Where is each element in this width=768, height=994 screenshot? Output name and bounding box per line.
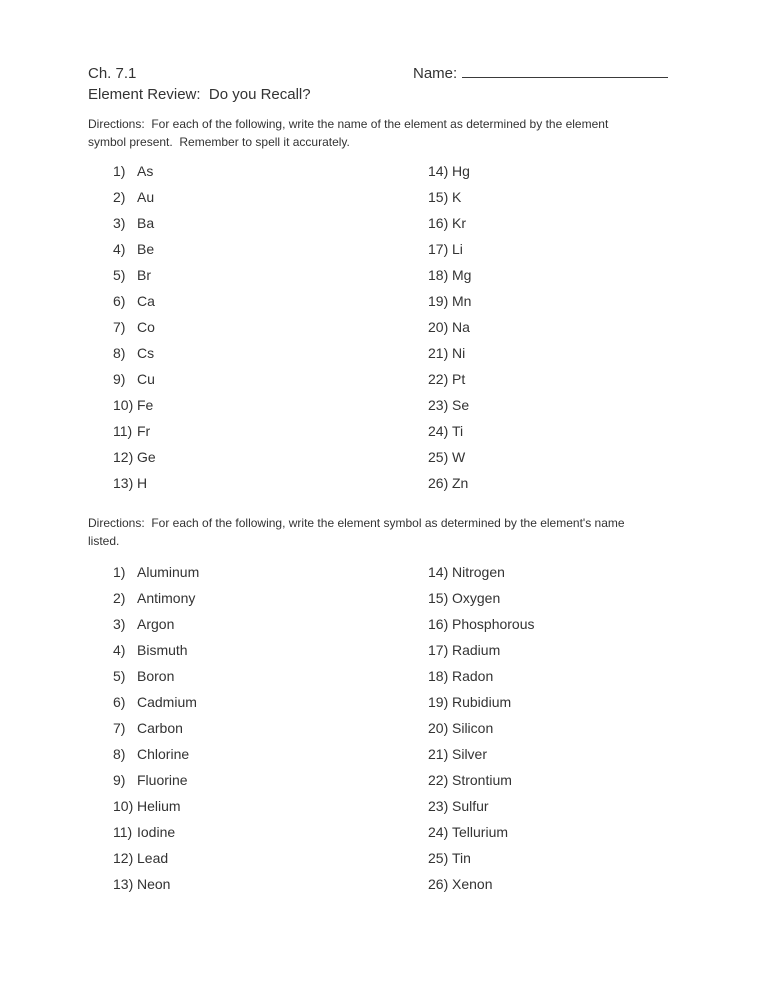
item-number: 6) bbox=[113, 694, 126, 710]
item-number: 16) bbox=[428, 215, 449, 231]
list-item bbox=[113, 845, 199, 871]
item-label: Argon bbox=[137, 616, 175, 632]
item-number: 24) bbox=[428, 824, 449, 840]
item-label: Silicon bbox=[452, 720, 494, 736]
name-field bbox=[413, 63, 668, 84]
item-label: Chlorine bbox=[137, 746, 190, 762]
list-item bbox=[113, 689, 199, 715]
item-number: 7) bbox=[113, 720, 126, 736]
list-item bbox=[428, 184, 471, 210]
list-item bbox=[113, 767, 199, 793]
directions-line: listed. bbox=[88, 534, 120, 548]
item-label: Xenon bbox=[452, 876, 493, 892]
item-number: 17) bbox=[428, 642, 449, 658]
directions-line: Directions: For each of the following, write the name of the element as determined by the element bbox=[88, 117, 609, 131]
item-label: Mg bbox=[452, 267, 472, 283]
item-number: 21) bbox=[428, 345, 449, 361]
list-item bbox=[113, 340, 156, 366]
item-number: 20) bbox=[428, 720, 449, 736]
list-item bbox=[113, 210, 156, 236]
item-number: 1) bbox=[113, 163, 126, 179]
name-list-right-column bbox=[428, 559, 535, 897]
list-item bbox=[428, 611, 535, 637]
name-list-left-column bbox=[113, 559, 199, 897]
list-item bbox=[428, 236, 471, 262]
item-number: 6) bbox=[113, 293, 126, 309]
item-number: 14) bbox=[428, 564, 449, 580]
item-number: 3) bbox=[113, 616, 126, 632]
list-item bbox=[113, 366, 156, 392]
chapter-heading: Ch. 7.1 bbox=[88, 65, 137, 82]
item-number: 13) bbox=[113, 876, 134, 892]
list-item bbox=[428, 767, 535, 793]
directions-line: symbol present. Remember to spell it accurately. bbox=[88, 135, 350, 149]
list-item bbox=[428, 715, 535, 741]
item-number: 14) bbox=[428, 163, 449, 179]
item-number: 11) bbox=[113, 423, 133, 439]
list-item bbox=[113, 559, 199, 585]
item-label: Helium bbox=[137, 798, 181, 814]
item-number: 22) bbox=[428, 371, 449, 387]
list-item bbox=[428, 444, 471, 470]
item-label: Hg bbox=[452, 163, 470, 179]
list-item bbox=[113, 637, 199, 663]
item-label: Tin bbox=[452, 850, 471, 866]
list-item bbox=[113, 392, 156, 418]
item-label: Phosphorous bbox=[452, 616, 535, 632]
item-number: 16) bbox=[428, 616, 449, 632]
item-number: 8) bbox=[113, 746, 126, 762]
item-number: 10) bbox=[113, 397, 134, 413]
item-label: Bismuth bbox=[137, 642, 188, 658]
item-number: 4) bbox=[113, 241, 126, 257]
list-item bbox=[428, 845, 535, 871]
item-label: Oxygen bbox=[452, 590, 501, 606]
item-number: 12) bbox=[113, 449, 134, 465]
item-label: Ge bbox=[137, 449, 156, 465]
item-number: 13) bbox=[113, 475, 134, 491]
item-label: Fr bbox=[137, 423, 151, 439]
item-label: Se bbox=[452, 397, 470, 413]
list-item bbox=[428, 585, 535, 611]
item-label: Be bbox=[137, 241, 155, 257]
item-number: 25) bbox=[428, 850, 449, 866]
item-label: K bbox=[452, 189, 462, 205]
list-item bbox=[113, 158, 156, 184]
item-number: 7) bbox=[113, 319, 126, 335]
list-item bbox=[113, 288, 156, 314]
item-label: Ba bbox=[137, 215, 155, 231]
list-item bbox=[113, 611, 199, 637]
item-number: 9) bbox=[113, 371, 126, 387]
item-number: 12) bbox=[113, 850, 134, 866]
item-label: W bbox=[452, 449, 466, 465]
item-label: Ca bbox=[137, 293, 155, 309]
list-item bbox=[113, 793, 199, 819]
item-label: Antimony bbox=[137, 590, 196, 606]
list-item bbox=[428, 470, 471, 496]
item-number: 4) bbox=[113, 642, 126, 658]
item-label: Carbon bbox=[137, 720, 183, 736]
item-label: Na bbox=[452, 319, 470, 335]
list-item bbox=[113, 444, 156, 470]
list-item bbox=[428, 262, 471, 288]
item-number: 8) bbox=[113, 345, 126, 361]
directions-symbols bbox=[88, 115, 608, 151]
item-number: 24) bbox=[428, 423, 449, 439]
directions-names bbox=[88, 514, 625, 550]
list-item bbox=[428, 663, 535, 689]
item-label: Co bbox=[137, 319, 155, 335]
list-item bbox=[113, 741, 199, 767]
item-number: 11) bbox=[113, 824, 133, 840]
item-label: Nitrogen bbox=[452, 564, 505, 580]
directions-line: Directions: For each of the following, write the element symbol as determined by the element's name bbox=[88, 516, 625, 530]
item-number: 23) bbox=[428, 397, 449, 413]
item-number: 15) bbox=[428, 189, 449, 205]
item-number: 18) bbox=[428, 668, 449, 684]
item-label: Au bbox=[137, 189, 155, 205]
item-label: Radon bbox=[452, 668, 494, 684]
item-number: 5) bbox=[113, 668, 126, 684]
list-item bbox=[428, 871, 535, 897]
item-number: 5) bbox=[113, 267, 126, 283]
item-number: 18) bbox=[428, 267, 449, 283]
list-item bbox=[428, 158, 471, 184]
item-label: Cu bbox=[137, 371, 155, 387]
item-label: Mn bbox=[452, 293, 472, 309]
item-label: Kr bbox=[452, 215, 466, 231]
item-label: Fe bbox=[137, 397, 154, 413]
item-label: Cadmium bbox=[137, 694, 197, 710]
worksheet-title: Element Review: Do you Recall? bbox=[88, 86, 311, 103]
item-number: 10) bbox=[113, 798, 134, 814]
item-number: 3) bbox=[113, 215, 126, 231]
item-label: Iodine bbox=[137, 824, 176, 840]
list-item bbox=[428, 559, 535, 585]
list-item bbox=[428, 210, 471, 236]
item-number: 20) bbox=[428, 319, 449, 335]
item-label: Br bbox=[137, 267, 151, 283]
list-item bbox=[428, 793, 535, 819]
item-number: 19) bbox=[428, 293, 449, 309]
list-item bbox=[428, 819, 535, 845]
item-label: Silver bbox=[452, 746, 488, 762]
list-item bbox=[428, 288, 471, 314]
list-item bbox=[113, 715, 199, 741]
item-label: Lead bbox=[137, 850, 169, 866]
list-item bbox=[428, 741, 535, 767]
item-number: 22) bbox=[428, 772, 449, 788]
item-number: 23) bbox=[428, 798, 449, 814]
item-number: 21) bbox=[428, 746, 449, 762]
item-label: Ti bbox=[452, 423, 464, 439]
item-label: Aluminum bbox=[137, 564, 200, 580]
item-label: Neon bbox=[137, 876, 171, 892]
list-item bbox=[113, 262, 156, 288]
item-number: 17) bbox=[428, 241, 449, 257]
list-item bbox=[113, 871, 199, 897]
item-number: 19) bbox=[428, 694, 449, 710]
list-item bbox=[428, 392, 471, 418]
list-item bbox=[113, 184, 156, 210]
list-item bbox=[113, 470, 156, 496]
list-item bbox=[113, 236, 156, 262]
item-label: Strontium bbox=[452, 772, 512, 788]
item-label: Rubidium bbox=[452, 694, 512, 710]
item-number: 25) bbox=[428, 449, 449, 465]
list-item bbox=[428, 418, 471, 444]
item-label: Fluorine bbox=[137, 772, 188, 788]
list-item bbox=[113, 585, 199, 611]
item-label: Zn bbox=[452, 475, 469, 491]
worksheet-header bbox=[88, 63, 311, 105]
item-label: Radium bbox=[452, 642, 501, 658]
item-number: 26) bbox=[428, 475, 449, 491]
list-item bbox=[428, 366, 471, 392]
item-number: 26) bbox=[428, 876, 449, 892]
item-label: Pt bbox=[452, 371, 466, 387]
item-number: 1) bbox=[113, 564, 126, 580]
symbol-list-left-column bbox=[113, 158, 156, 496]
item-number: 9) bbox=[113, 772, 126, 788]
list-item bbox=[428, 689, 535, 715]
item-label: H bbox=[137, 475, 148, 491]
item-number: 15) bbox=[428, 590, 449, 606]
name-blank-line bbox=[462, 63, 668, 78]
list-item bbox=[113, 418, 156, 444]
list-item bbox=[113, 314, 156, 340]
symbol-list-right-column bbox=[428, 158, 471, 496]
item-label: Sulfur bbox=[452, 798, 489, 814]
item-number: 2) bbox=[113, 189, 126, 205]
item-label: Tellurium bbox=[452, 824, 509, 840]
list-item bbox=[428, 637, 535, 663]
item-number: 2) bbox=[113, 590, 126, 606]
list-item bbox=[428, 314, 471, 340]
item-label: Ni bbox=[452, 345, 466, 361]
list-item bbox=[113, 819, 199, 845]
list-item bbox=[428, 340, 471, 366]
item-label: Li bbox=[452, 241, 463, 257]
item-label: As bbox=[137, 163, 154, 179]
name-label: Name: bbox=[413, 65, 458, 82]
item-label: Cs bbox=[137, 345, 155, 361]
item-label: Boron bbox=[137, 668, 175, 684]
list-item bbox=[113, 663, 199, 689]
